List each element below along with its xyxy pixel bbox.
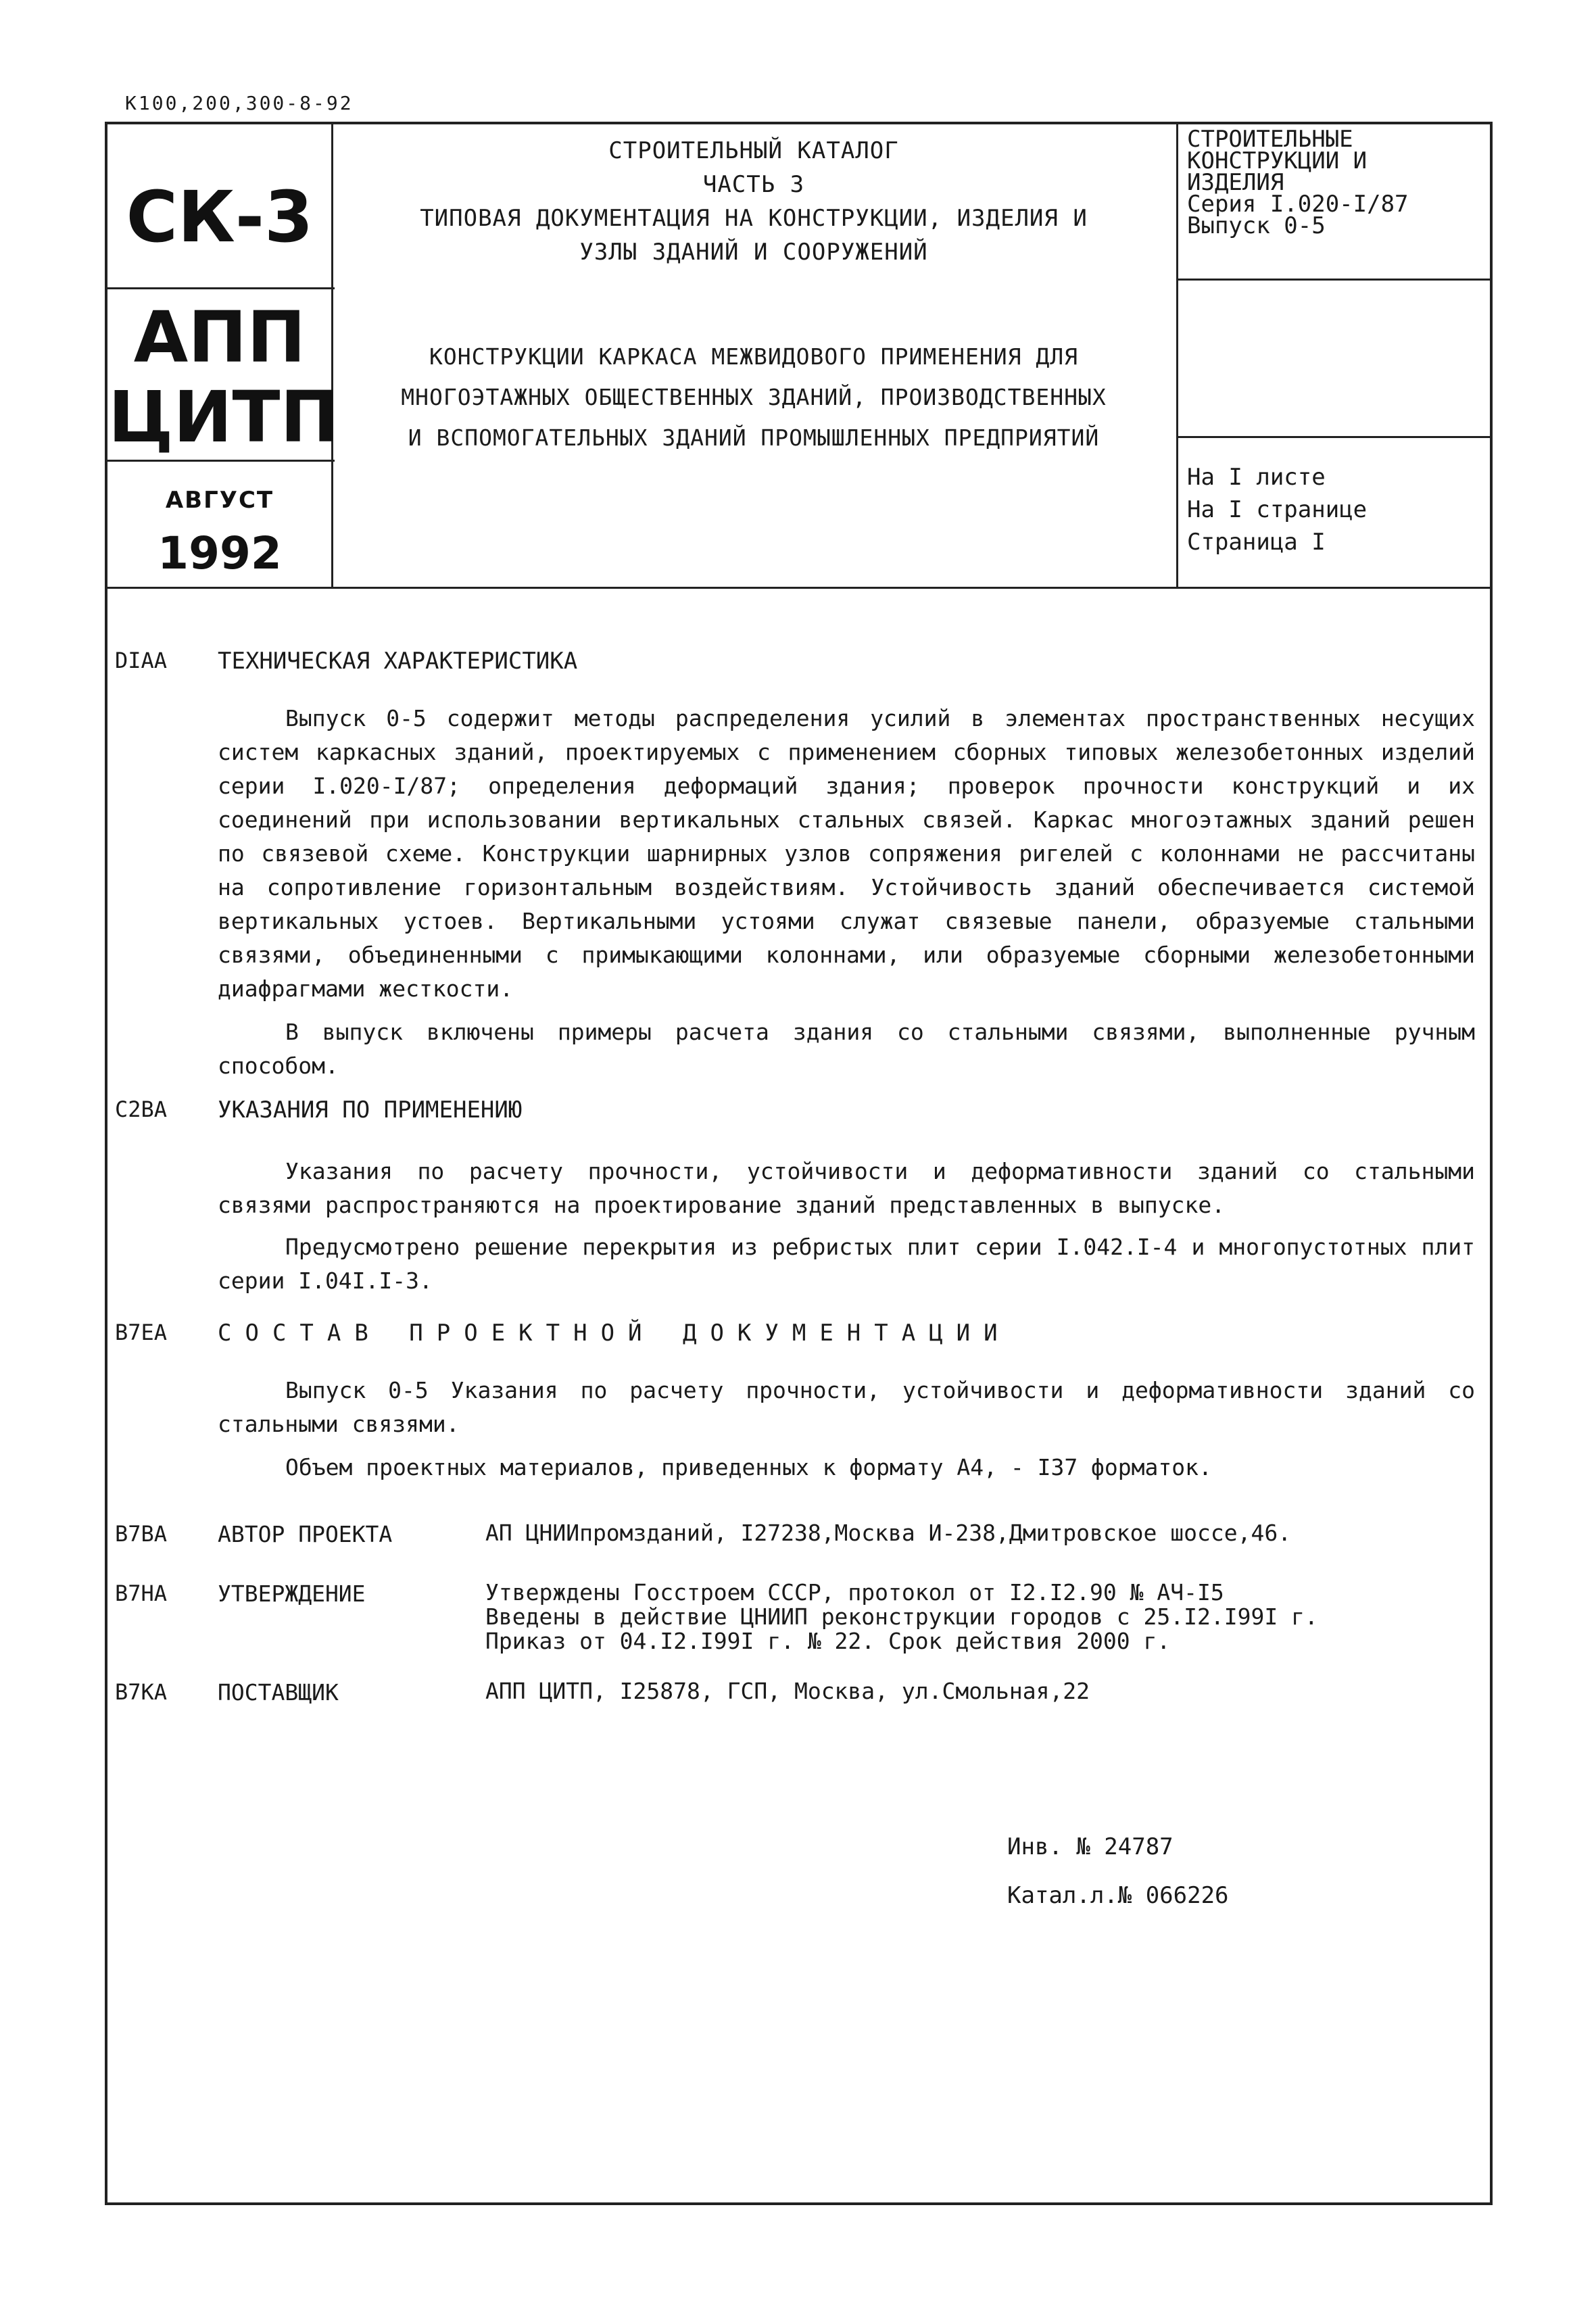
section-paragraph: Объем проектных материалов, приведенных к формату А4, - I37 форматок. xyxy=(285,1454,1212,1480)
section-code: DIAA xyxy=(115,648,168,673)
header-bottom-line xyxy=(105,587,1493,589)
stamp-app-citp xyxy=(108,296,339,458)
stamp-app: АПП xyxy=(133,296,306,379)
series-line: СТРОИТЕЛЬНЫЕ xyxy=(1187,126,1353,153)
series-line: ИЗДЕЛИЯ xyxy=(1187,169,1284,196)
document-code: К100,200,300-8-92 xyxy=(125,92,354,114)
section-paragraph: Выпуск 0-5 содержит методы распределения усилий в элементах пространственных несущих систем каркасных зданий, проектируемых с применением сборных типовых железобетонных изделий серии I.020-I/87; определения деформаций здания; проверок прочности конструкций и их соединений при использовании вертикальных стальных связей. Каркас многоэтажных зданий решен по связевой схеме. Конструкции шарнирных узлов сопряжения ригелей с колоннами не рассчитаны на сопротивление горизонтальным воздействиям. Устойчивость зданий обеспечивается системой вертикальных устоев. Вертикальными устоями служат связевые панели, образуемые стальными связями, объединенными с примыкающими колоннами, или образуемые сборными железобетонными диафрагмами жесткости. xyxy=(218,705,1475,1002)
field-label: ПОСТАВЩИК xyxy=(218,1679,339,1706)
series-line: Выпуск 0-5 xyxy=(1187,212,1326,239)
sheet-line: На I странице xyxy=(1187,496,1368,523)
field-label: УТВЕРЖДЕНИЕ xyxy=(218,1581,366,1607)
right-column-line xyxy=(1176,122,1178,587)
section-title: СОСТАВ ПРОЕКТНОЙ ДОКУМЕНТАЦИИ xyxy=(218,1320,1011,1347)
section-code: B7EA xyxy=(115,1320,168,1345)
header-line: УЗЛЫ ЗДАНИЙ И СООРУЖЕНИЙ xyxy=(579,239,928,266)
field-value: АП ЦНИИпромзданий, I27238,Москва И-238,Дмитровское шоссе,46. xyxy=(485,1520,1292,1546)
field-value: Утверждены Госстроем СССР, протокол от I2.I2.90 № АЧ-I5 xyxy=(485,1579,1224,1606)
series-line: Серия I.020-I/87 xyxy=(1187,191,1409,218)
section-paragraph: Выпуск 0-5 Указания по расчету прочности, устойчивости и деформативности зданий со стальными связями. xyxy=(218,1377,1475,1437)
sheet-line: Страница I xyxy=(1187,529,1326,556)
header-line: ТИПОВАЯ ДОКУМЕНТАЦИЯ НА КОНСТРУКЦИИ, ИЗДЕЛИЯ И xyxy=(420,205,1088,232)
series-info xyxy=(1187,128,1484,237)
stamp-sk: СК-3 xyxy=(126,176,314,258)
section-code: B7BA xyxy=(115,1521,168,1547)
section-code: B7KA xyxy=(115,1679,168,1705)
section-title: УКАЗАНИЯ ПО ПРИМЕНЕНИЮ xyxy=(218,1096,523,1124)
stamp-month: АВГУСТ xyxy=(165,487,274,514)
title-line: МНОГОЭТАЖНЫХ ОБЩЕСТВЕННЫХ ЗДАНИЙ, ПРОИЗВОДСТВЕННЫХ xyxy=(401,384,1107,410)
document-title xyxy=(338,337,1169,458)
field-value-block xyxy=(485,1581,1472,1654)
catalog-sheet-number: Катал.л.№ 066226 xyxy=(1007,1882,1229,1909)
catalog-header xyxy=(338,134,1169,269)
right-divider xyxy=(1176,436,1493,438)
series-line: КОНСТРУКЦИИ И xyxy=(1187,147,1368,174)
sheet-line: На I листе xyxy=(1187,464,1326,491)
header-line: СТРОИТЕЛЬНЫЙ КАТАЛОГ xyxy=(608,137,899,164)
stamp-divider xyxy=(105,460,335,462)
section-paragraph: Указания по расчету прочности, устойчивости и деформативности зданий со стальными связями распространяются на проектирование зданий представленных в выпуске. xyxy=(218,1158,1475,1218)
inventory-number: Инв. № 24787 xyxy=(1007,1833,1174,1860)
field-value: Приказ от 04.I2.I99I г. № 22. Срок действия 2000 г. xyxy=(485,1628,1171,1654)
header-line: ЧАСТЬ 3 xyxy=(702,171,805,198)
right-divider xyxy=(1176,279,1493,281)
stamp-year: 1992 xyxy=(158,527,282,579)
section-paragraph: Предусмотрено решение перекрытия из ребристых плит серии I.042.I-4 и многопустотных плит серии I.04I.I-3. xyxy=(218,1234,1475,1294)
section-paragraph: В выпуск включены примеры расчета здания со стальными связями, выполненные ручным способом. xyxy=(218,1019,1475,1079)
title-line: И ВСПОМОГАТЕЛЬНЫХ ЗДАНИЙ ПРОМЫШЛЕННЫХ ПРЕДПРИЯТИЙ xyxy=(408,425,1100,451)
title-line: КОНСТРУКЦИИ КАРКАСА МЕЖВИДОВОГО ПРИМЕНЕНИЯ ДЛЯ xyxy=(429,343,1078,370)
field-label: АВТОР ПРОЕКТА xyxy=(218,1521,393,1547)
sheet-info xyxy=(1187,461,1484,558)
stamp-divider xyxy=(105,287,335,289)
stamp-citp: ЦИТП xyxy=(108,376,339,458)
field-value: Введены в действие ЦНИИП реконструкции городов с 25.I2.I99I г. xyxy=(485,1603,1318,1630)
section-code: B7HA xyxy=(115,1581,168,1606)
section-title: ТЕХНИЧЕСКАЯ ХАРАКТЕРИСТИКА xyxy=(218,648,578,675)
field-value: АПП ЦИТП, I25878, ГСП, Москва, ул.Смольная,22 xyxy=(485,1678,1090,1704)
stamp-column-line xyxy=(331,122,333,587)
section-code: C2BA xyxy=(115,1096,168,1122)
